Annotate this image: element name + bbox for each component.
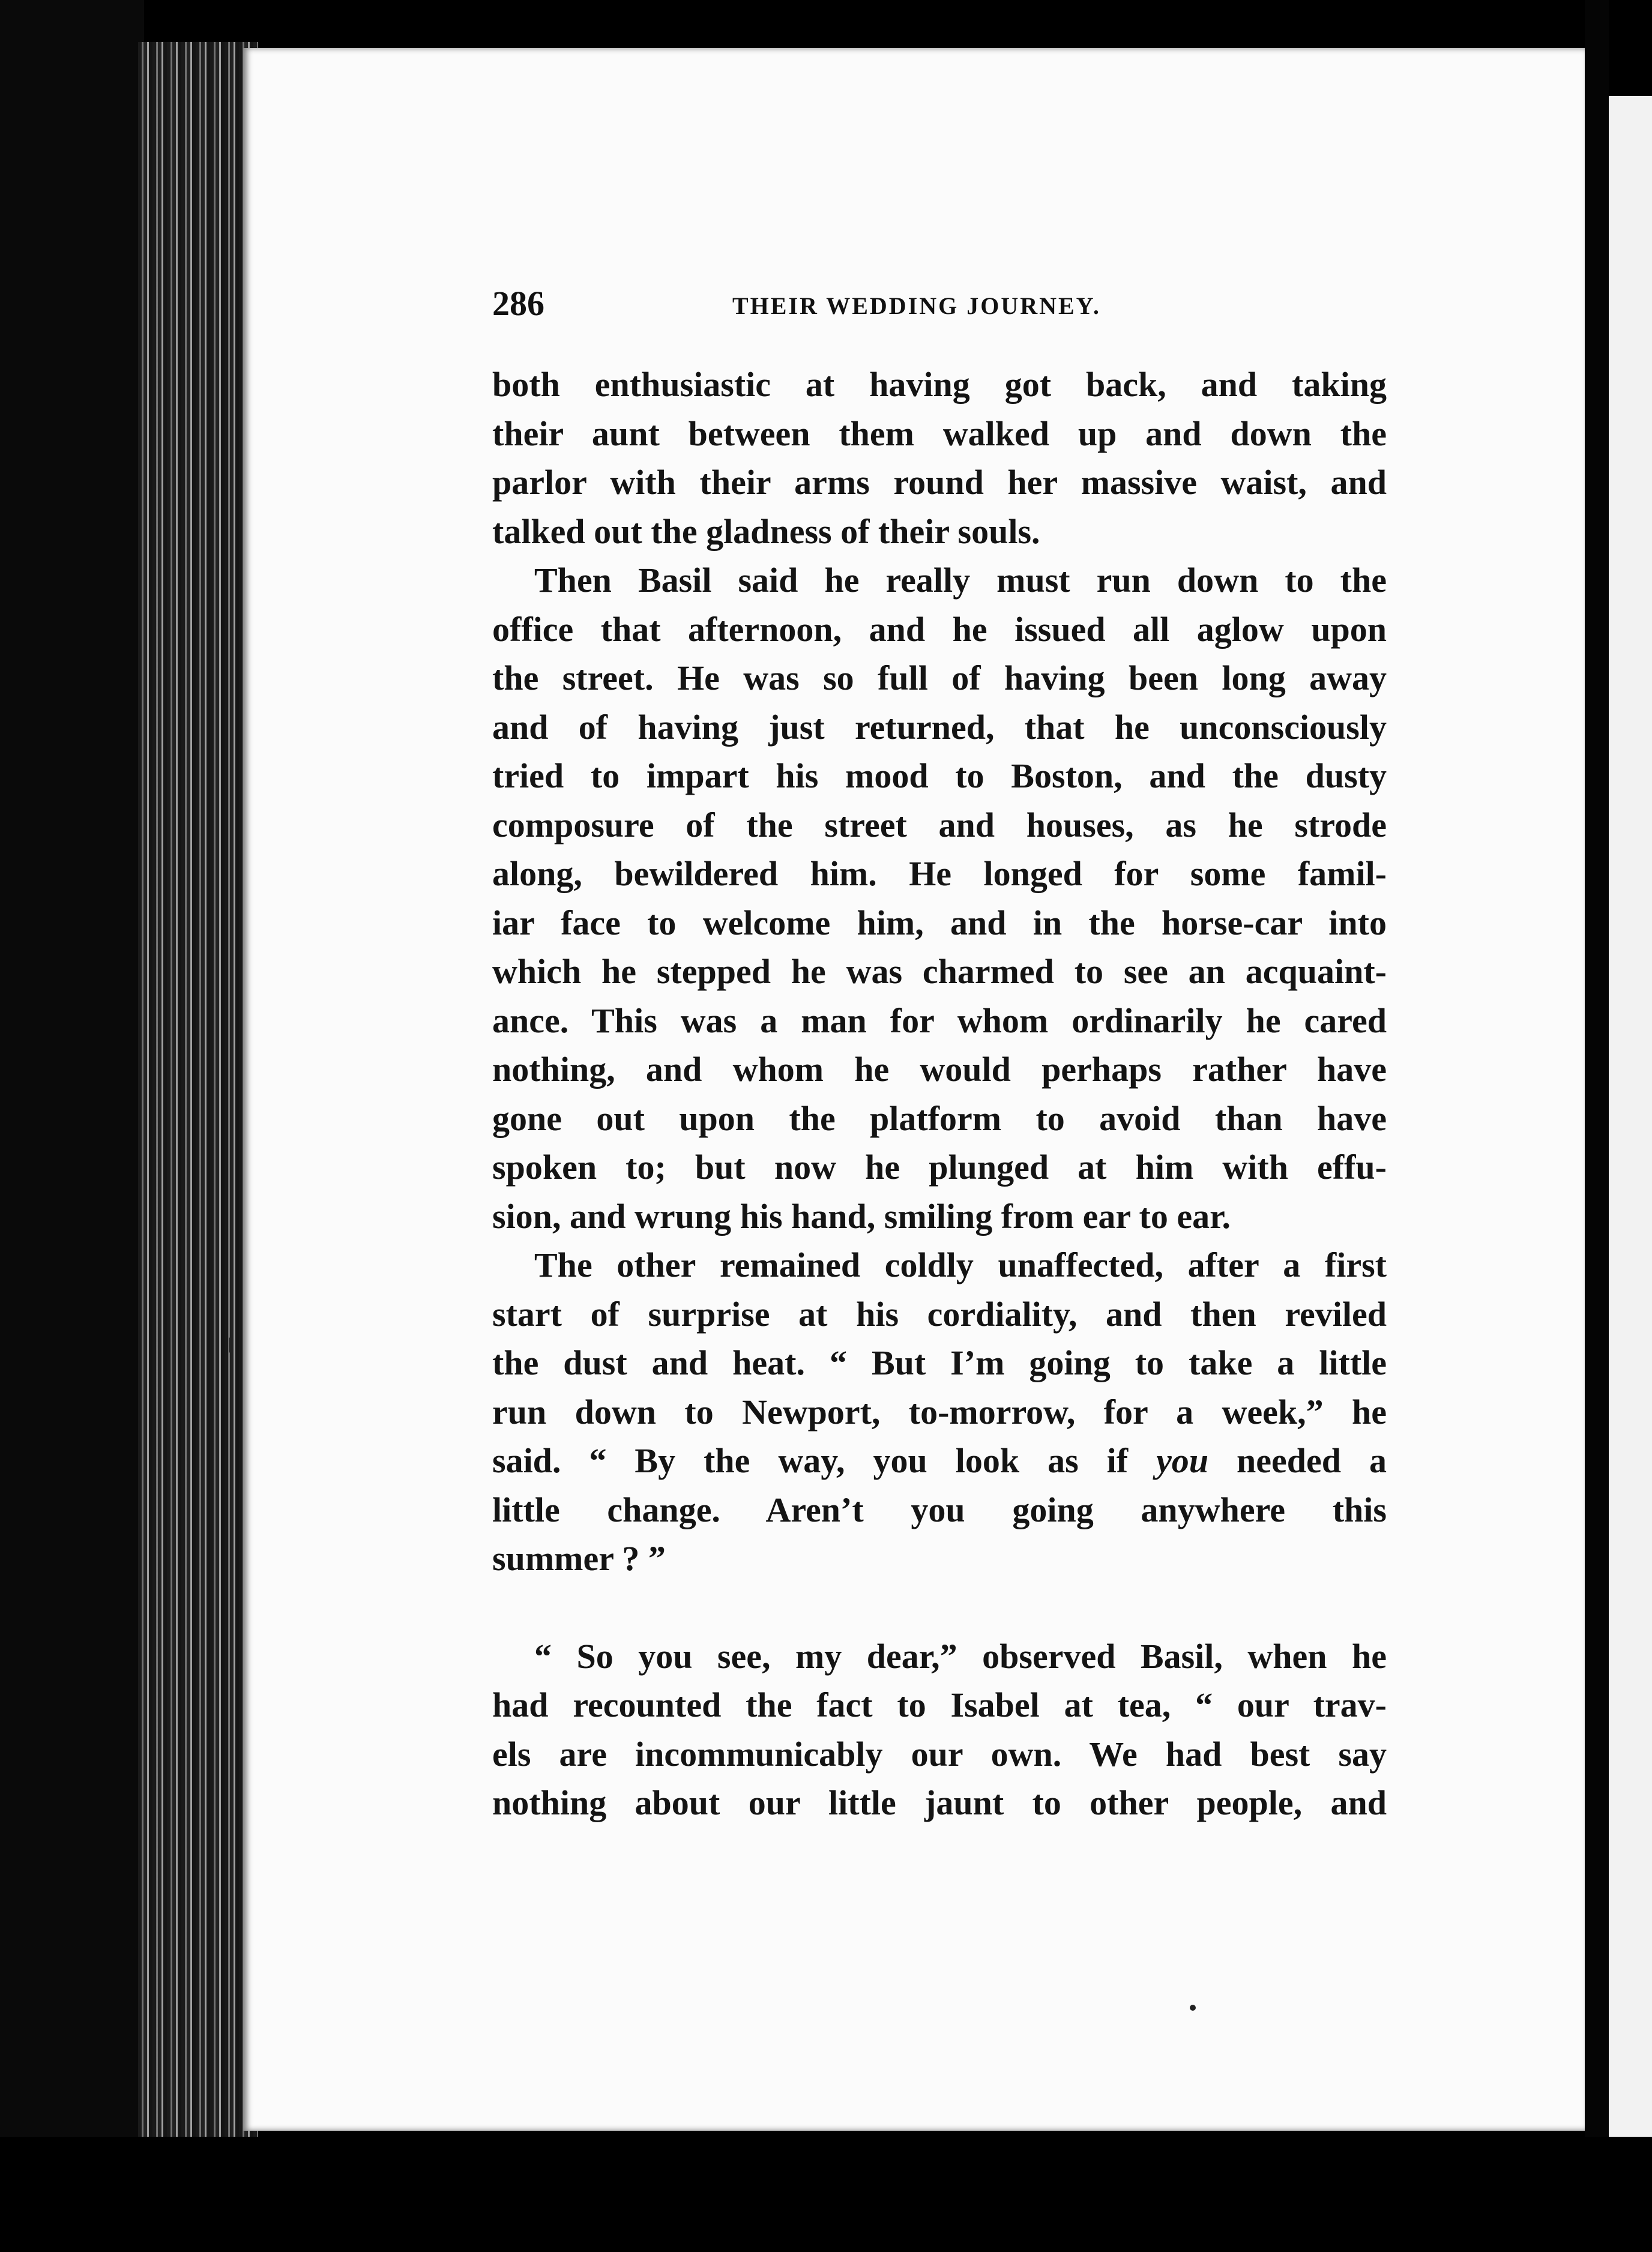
text-line: summer ? ” [492,1539,666,1578]
text-line: nothing, and whom he would perhaps rather have [492,1050,1387,1089]
body-text [492,360,1387,1828]
scan-speck [1190,2005,1196,2011]
text-line: “ So you see, my dear,” observed Basil, when he [534,1636,1387,1676]
text-line: office that afternoon, and he issued all aglow upon [492,609,1387,649]
text-line: run down to Newport, to-morrow, for a week,” he [492,1392,1387,1432]
text-line: spoken to; but now he plunged at him with effu- [492,1148,1387,1187]
text-line: Then Basil said he really must run down to the [534,561,1387,600]
scan-speck [229,1337,233,1353]
text-line: nothing about our little jaunt to other people, and [492,1783,1387,1822]
text-line: both enthusiastic at having got back, and taking [492,365,1387,404]
text-line: parlor with their arms round her massive waist, and [492,463,1387,502]
page-number: 286 [492,284,544,323]
text-fragment: said. “ By the way, you look as if [492,1441,1129,1480]
text-line: iar face to welcome him, and in the horse-car into [492,903,1387,942]
text-line: tried to impart his mood to Boston, and the dusty [492,756,1387,795]
text-line: sion, and wrung his hand, smiling from ear to ear. [492,1196,1231,1236]
text-line: The other remained coldly unaffected, after a first [534,1245,1387,1284]
page-header [492,280,1387,328]
text-line: els are incommunicably our own. We had best say [492,1734,1387,1774]
facing-page-edge [1609,96,1652,2161]
text-line: little change. Aren’t you going anywhere this [492,1490,1387,1529]
stacked-page-edges [138,42,258,2161]
text-line: ance. This was a man for whom ordinarily he cared [492,1001,1387,1040]
book-shadow-left [0,0,144,2252]
book-gutter [1585,0,1609,2252]
text-line: the street. He was so full of having been long away [492,658,1387,697]
text-line-with-italic [492,1436,1387,1486]
text-line: and of having just returned, that he unconsciously [492,707,1387,747]
italic-word: you [1156,1441,1209,1480]
text-line: gone out upon the platform to avoid than have [492,1098,1387,1138]
text-line: had recounted the fact to Isabel at tea, “ our trav- [492,1685,1387,1724]
text-line: their aunt between them walked up and down the [492,414,1387,453]
text-line: which he stepped he was charmed to see an acquaint- [492,952,1387,991]
text-line: start of surprise at his cordiality, and then reviled [492,1294,1387,1334]
scan-bottom-border [0,2137,1652,2252]
running-head: THEIR WEDDING JOURNEY. [732,292,1101,319]
text-fragment: needed a [1237,1441,1387,1480]
text-line: composure of the street and houses, as he strode [492,805,1387,844]
text-line: talked out the gladness of their souls. [492,511,1040,551]
text-line: the dust and heat. “ But I’m going to take a little [492,1343,1387,1382]
text-line: along, bewildered him. He longed for some famil- [492,854,1387,893]
